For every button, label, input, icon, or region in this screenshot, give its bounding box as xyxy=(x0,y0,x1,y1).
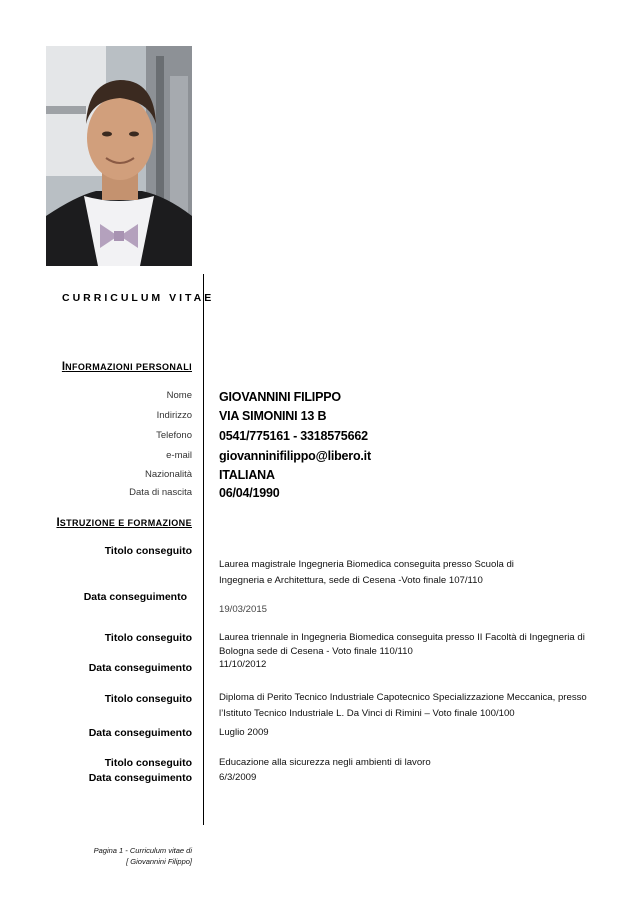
label-data-2: Data conseguimento xyxy=(88,662,192,674)
section-personal-heading xyxy=(62,361,192,373)
footer-line-1: Pagina 1 - Curriculum vitae di xyxy=(93,846,192,855)
education-title-1-line1: Laurea magistrale Ingegneria Biomedica conseguita presso Scuola di xyxy=(219,559,514,570)
section-personal-initial: I xyxy=(61,361,66,373)
label-nazionalita: Nazionalità xyxy=(145,469,192,480)
footer-line-2: [ Giovannini Filippo] xyxy=(126,857,192,866)
label-titolo-2: Titolo conseguito xyxy=(104,632,192,644)
label-telefono: Telefono xyxy=(156,430,192,441)
label-indirizzo: Indirizzo xyxy=(156,410,192,421)
label-titolo-3: Titolo conseguito xyxy=(104,693,192,705)
page-footer xyxy=(94,845,192,867)
section-personal-rest: NFORMAZIONI PERSONALI xyxy=(65,362,192,372)
education-title-2: Laurea triennale in Ingegneria Biomedica conseguita presso II Facoltà di Ingegneria di Bologna sede di Cesena - Voto finale 110/110 xyxy=(219,632,585,657)
value-email: giovanninifilippo@libero.it xyxy=(219,449,371,463)
label-titolo-1: Titolo conseguito xyxy=(104,545,192,557)
value-nome: GIOVANNINI FILIPPO xyxy=(219,390,341,404)
value-nazionalita: ITALIANA xyxy=(219,468,275,482)
column-divider xyxy=(203,274,204,825)
profile-photo xyxy=(46,46,192,266)
section-education-heading xyxy=(56,517,192,529)
education-date-4: 6/3/2009 xyxy=(219,772,257,783)
education-title-3: Diploma di Perito Tecnico Industriale Capotecnico Specializzazione Meccanica, presso l’Istituto Tecnico Industriale L. Da Vinci di Rimini – Voto finale 100/100 xyxy=(219,692,587,719)
label-data-nascita: Data di nascita xyxy=(129,487,192,498)
section-education-rest: STRUZIONE E FORMAZIONE xyxy=(59,518,192,528)
education-date-3: Luglio 2009 xyxy=(219,727,269,738)
document-title: CURRICULUM VITAE xyxy=(62,292,215,304)
education-title-4: Educazione alla sicurezza negli ambienti di lavoro xyxy=(219,757,431,768)
value-indirizzo: VIA SIMONINI 13 B xyxy=(219,409,327,423)
label-titolo-4: Titolo conseguito xyxy=(104,757,192,769)
education-date-1: 19/03/2015 xyxy=(219,604,268,615)
portrait-image xyxy=(46,46,192,266)
value-telefono: 0541/775161 - 3318575662 xyxy=(219,429,368,443)
label-data-4: Data conseguimento xyxy=(88,772,192,784)
section-education-initial: I xyxy=(56,517,60,529)
label-email: e-mail xyxy=(166,450,192,461)
value-data-nascita: 06/04/1990 xyxy=(219,486,280,500)
label-nome: Nome xyxy=(166,390,192,401)
education-date-2: 11/10/2012 xyxy=(219,659,267,670)
education-title-1-line2: Ingegneria e Architettura, sede di Cesena -Voto finale 107/110 xyxy=(219,575,483,586)
label-data-3: Data conseguimento xyxy=(88,727,192,739)
label-data-1: Data conseguimento xyxy=(83,591,187,603)
